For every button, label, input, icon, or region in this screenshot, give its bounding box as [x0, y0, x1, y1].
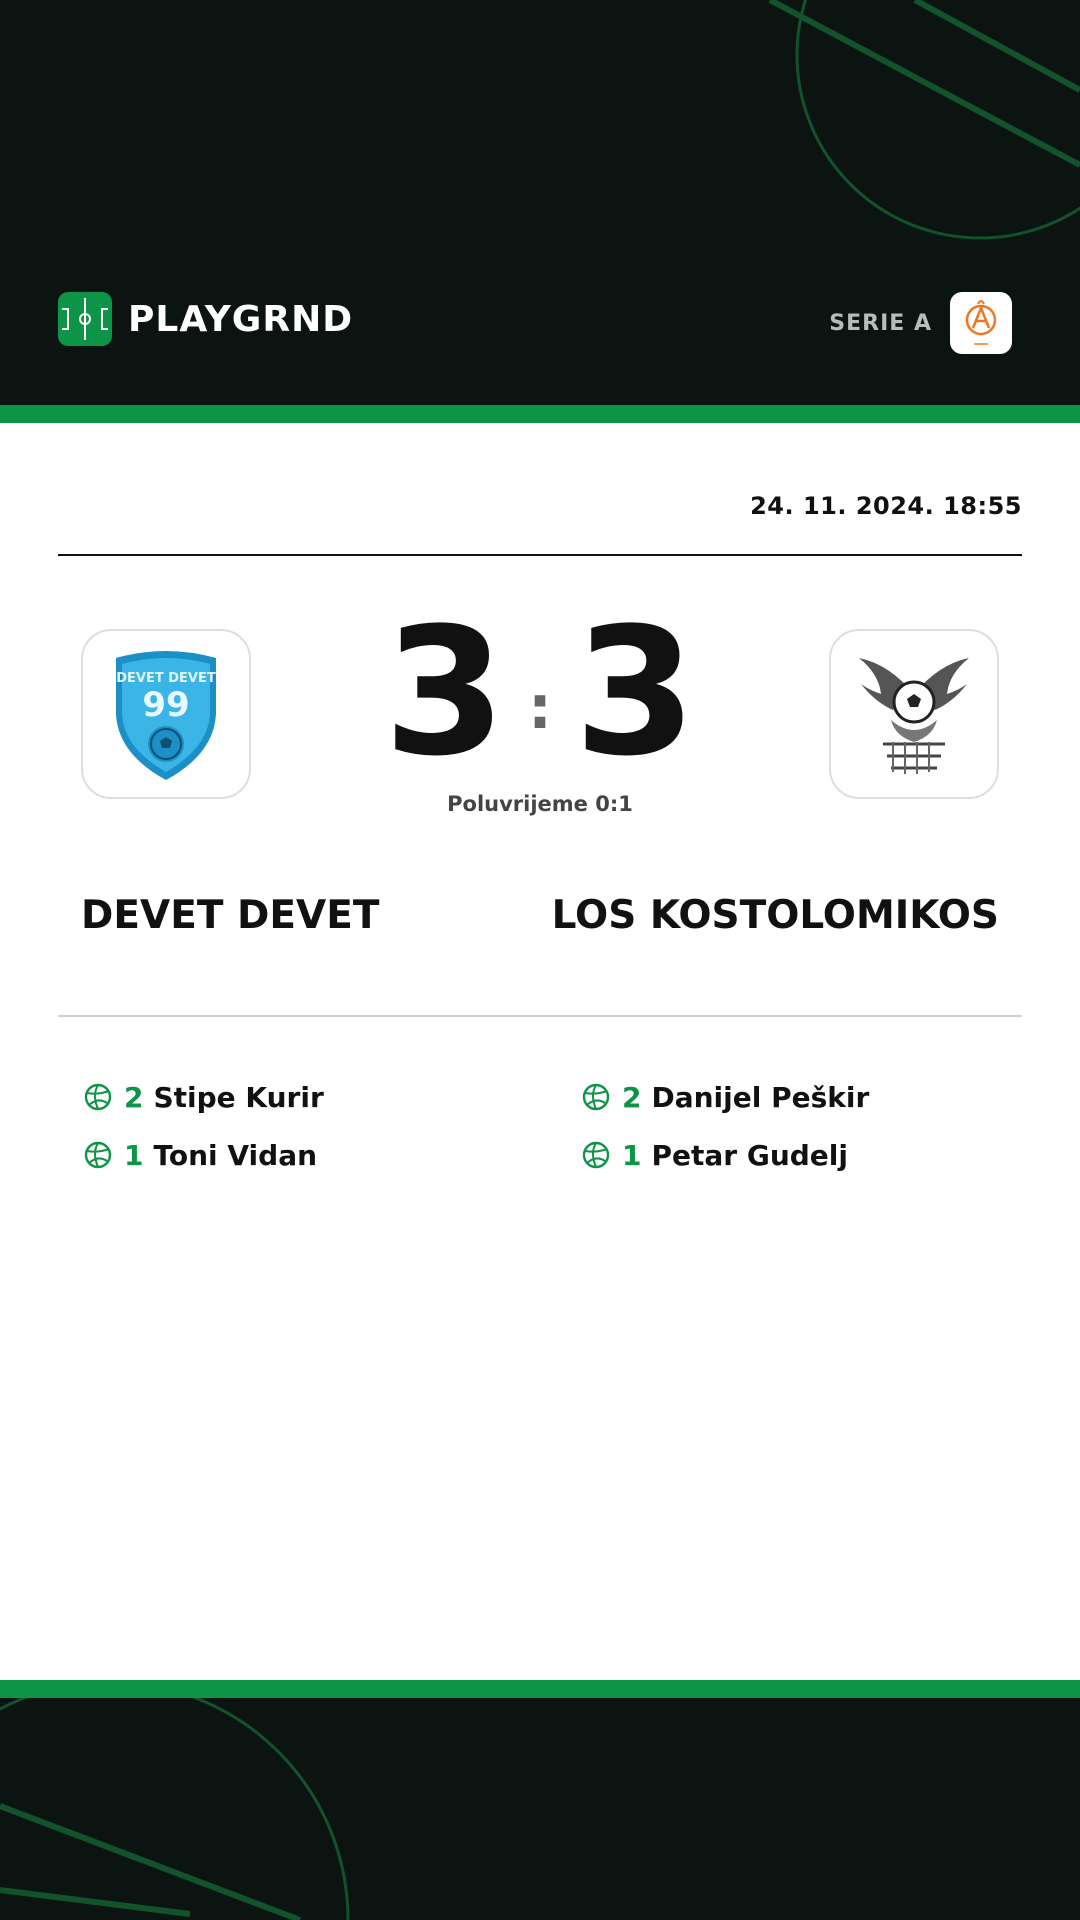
league-logo-icon	[950, 292, 1012, 354]
ball-icon	[582, 1083, 610, 1111]
away-scorers-list	[582, 1068, 1022, 1184]
halftime-score: Poluvrijeme 0:1	[447, 792, 633, 816]
svg-text:99: 99	[142, 685, 190, 725]
scorer-item	[84, 1126, 524, 1184]
pitch-icon	[58, 292, 112, 346]
goal-count: 2	[124, 1080, 144, 1114]
home-team-name: DEVET DEVET	[81, 893, 380, 938]
goal-count: 1	[124, 1138, 144, 1172]
header-accent-bar	[0, 405, 1080, 423]
pitch-lines-decoration	[0, 1698, 1080, 1920]
scorer-item	[84, 1068, 524, 1126]
scoreboard	[0, 590, 1080, 795]
player-name: Toni Vidan	[153, 1138, 318, 1172]
divider	[58, 1015, 1022, 1017]
player-name: Petar Gudelj	[651, 1138, 848, 1172]
league-name: SERIE A	[829, 310, 932, 336]
scorer-item	[582, 1068, 1022, 1126]
goal-count: 2	[622, 1080, 642, 1114]
player-name: Danijel Peškir	[651, 1080, 870, 1114]
away-score: 3	[574, 590, 697, 795]
score-separator: :	[528, 673, 552, 743]
home-score: 3	[383, 590, 506, 795]
ball-icon	[582, 1141, 610, 1169]
ball-icon	[84, 1141, 112, 1169]
away-team-name: LOS KOSTOLOMIKOS	[551, 893, 999, 938]
ball-icon	[84, 1083, 112, 1111]
footer-accent-bar	[0, 1680, 1080, 1698]
goal-count: 1	[622, 1138, 642, 1172]
match-datetime: 24. 11. 2024. 18:55	[750, 492, 1022, 520]
brand	[58, 292, 353, 346]
league	[829, 292, 1012, 354]
divider	[58, 554, 1022, 556]
scorer-item	[582, 1126, 1022, 1184]
svg-text:DEVET DEVET: DEVET DEVET	[116, 671, 216, 686]
brand-name: PLAYGRND	[128, 298, 354, 340]
footer	[0, 1698, 1080, 1920]
home-scorers-list	[84, 1068, 524, 1184]
header	[0, 0, 1080, 405]
player-name: Stipe Kurir	[153, 1080, 324, 1114]
